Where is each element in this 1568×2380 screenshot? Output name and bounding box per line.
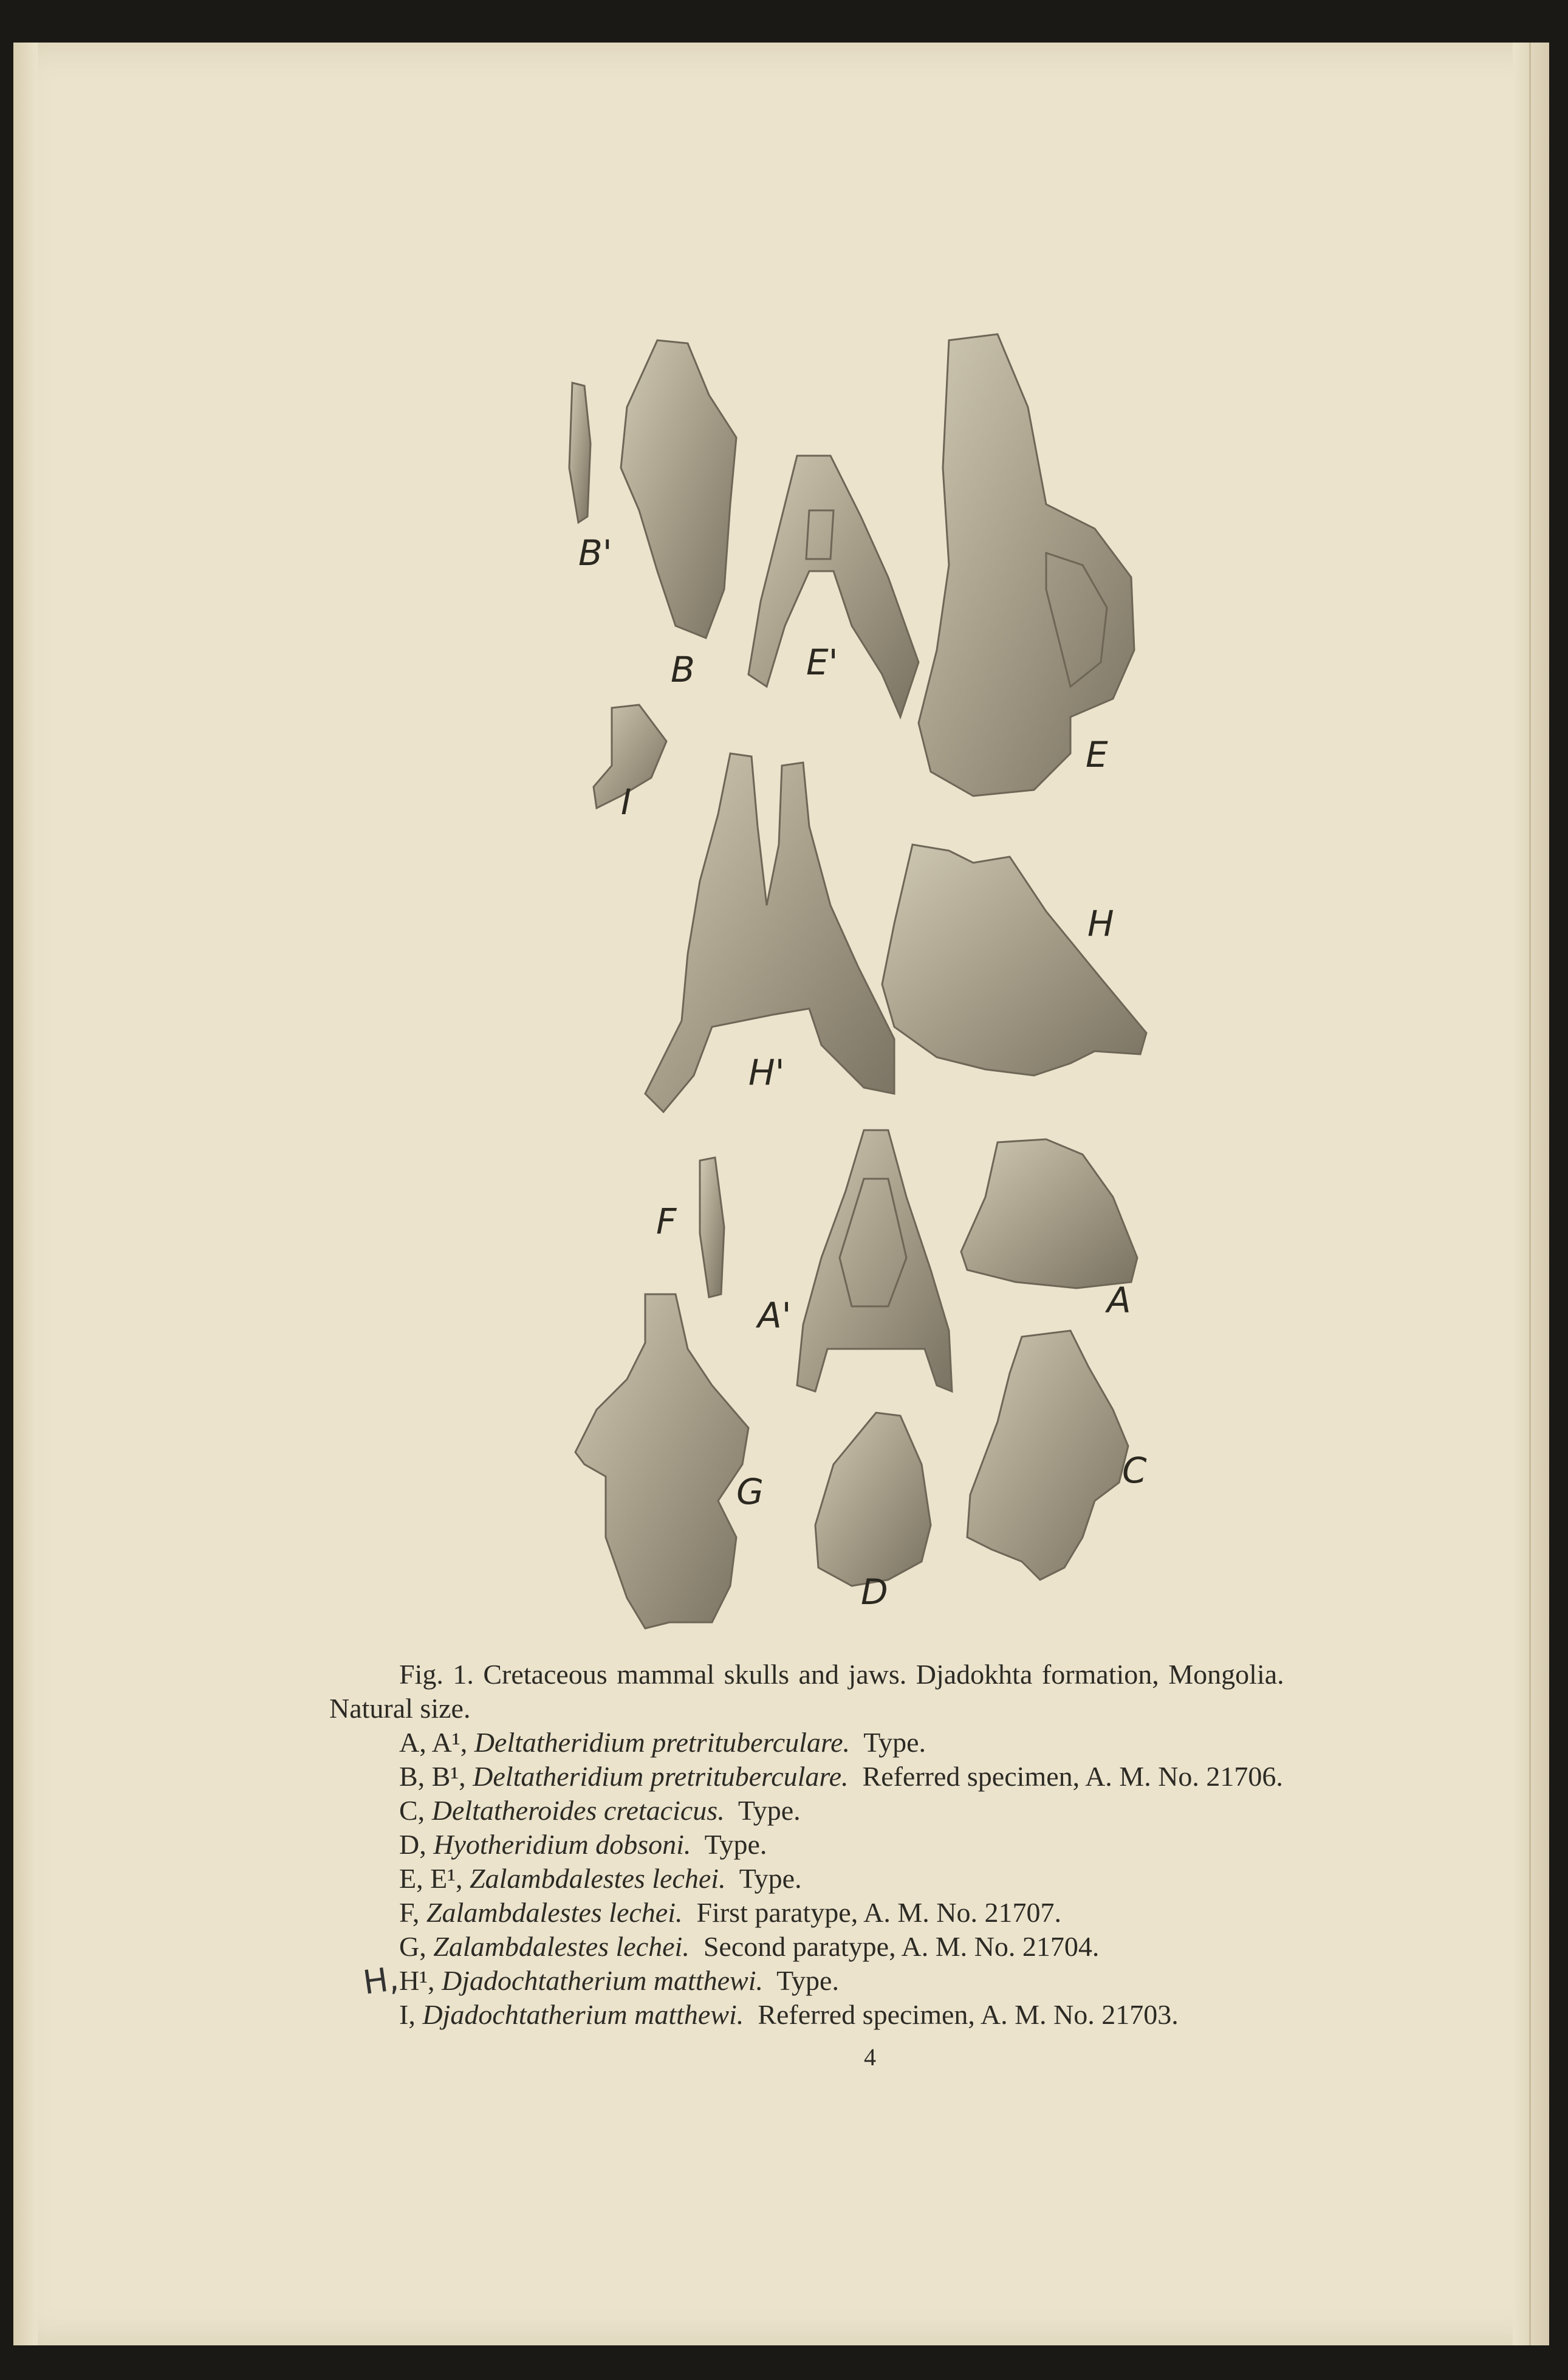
fossil-b-prime (569, 383, 591, 523)
fossil-h (882, 845, 1146, 1075)
figure-caption (329, 1658, 1441, 2032)
fossil-g (575, 1294, 748, 1628)
caption-item: E, E¹, Zalambdalestes lechei. Type. (399, 1863, 802, 1894)
label-a: A (1107, 1280, 1131, 1321)
label-e: E (1086, 734, 1108, 775)
book-page (13, 43, 1549, 2345)
caption-item: D, Hyotheridium dobsoni. Type. (399, 1829, 767, 1860)
label-d: D (861, 1571, 888, 1613)
handwritten-annotation: H, (360, 1959, 401, 2002)
label-f: F (656, 1201, 677, 1242)
label-i: I (621, 781, 632, 823)
caption-item: C, Deltatheroides cretacicus. Type. (399, 1795, 801, 1826)
page-number: 4 (864, 2043, 876, 2071)
label-e-prime: E' (806, 642, 838, 683)
label-h: H (1087, 903, 1114, 944)
label-b-prime: B' (578, 532, 612, 574)
fossil-c (967, 1331, 1128, 1580)
fossil-f (700, 1157, 724, 1297)
fossil-a (961, 1139, 1137, 1288)
fossil-e (919, 334, 1134, 796)
label-b: B (671, 649, 695, 690)
label-a-prime: A' (758, 1295, 792, 1336)
fossil-a-prime (797, 1130, 952, 1391)
fossil-plate (13, 43, 1549, 1634)
caption-item: B, B¹, Deltatheridium pretrituberculare. Referred specimen, A. M. No. 21706. (399, 1761, 1283, 1792)
caption-item: F, Zalambdalestes lechei. First paratype, A. M. No. 21707. (399, 1897, 1062, 1928)
label-h-prime: H' (748, 1052, 785, 1093)
caption-item: H, H¹, Djadochtatherium matthewi. Type. (360, 1959, 839, 2002)
fossil-b (621, 340, 736, 638)
label-g: G (736, 1471, 764, 1512)
caption-item: I, Djadochtatherium matthewi. Referred specimen, A. M. No. 21703. (399, 1999, 1179, 2030)
fossil-d (815, 1413, 931, 1586)
caption-natural-size: Natural size. (329, 1693, 471, 1724)
caption-item: A, A¹, Deltatheridium pretrituberculare. Type. (399, 1727, 926, 1758)
caption-title: Fig. 1. Cretaceous mammal skulls and jaws. Djadokhta formation, Mongolia. (399, 1659, 1284, 1690)
caption-item: G, Zalambdalestes lechei. Second paratype, A. M. No. 21704. (399, 1931, 1100, 1962)
label-c: C (1122, 1450, 1147, 1491)
